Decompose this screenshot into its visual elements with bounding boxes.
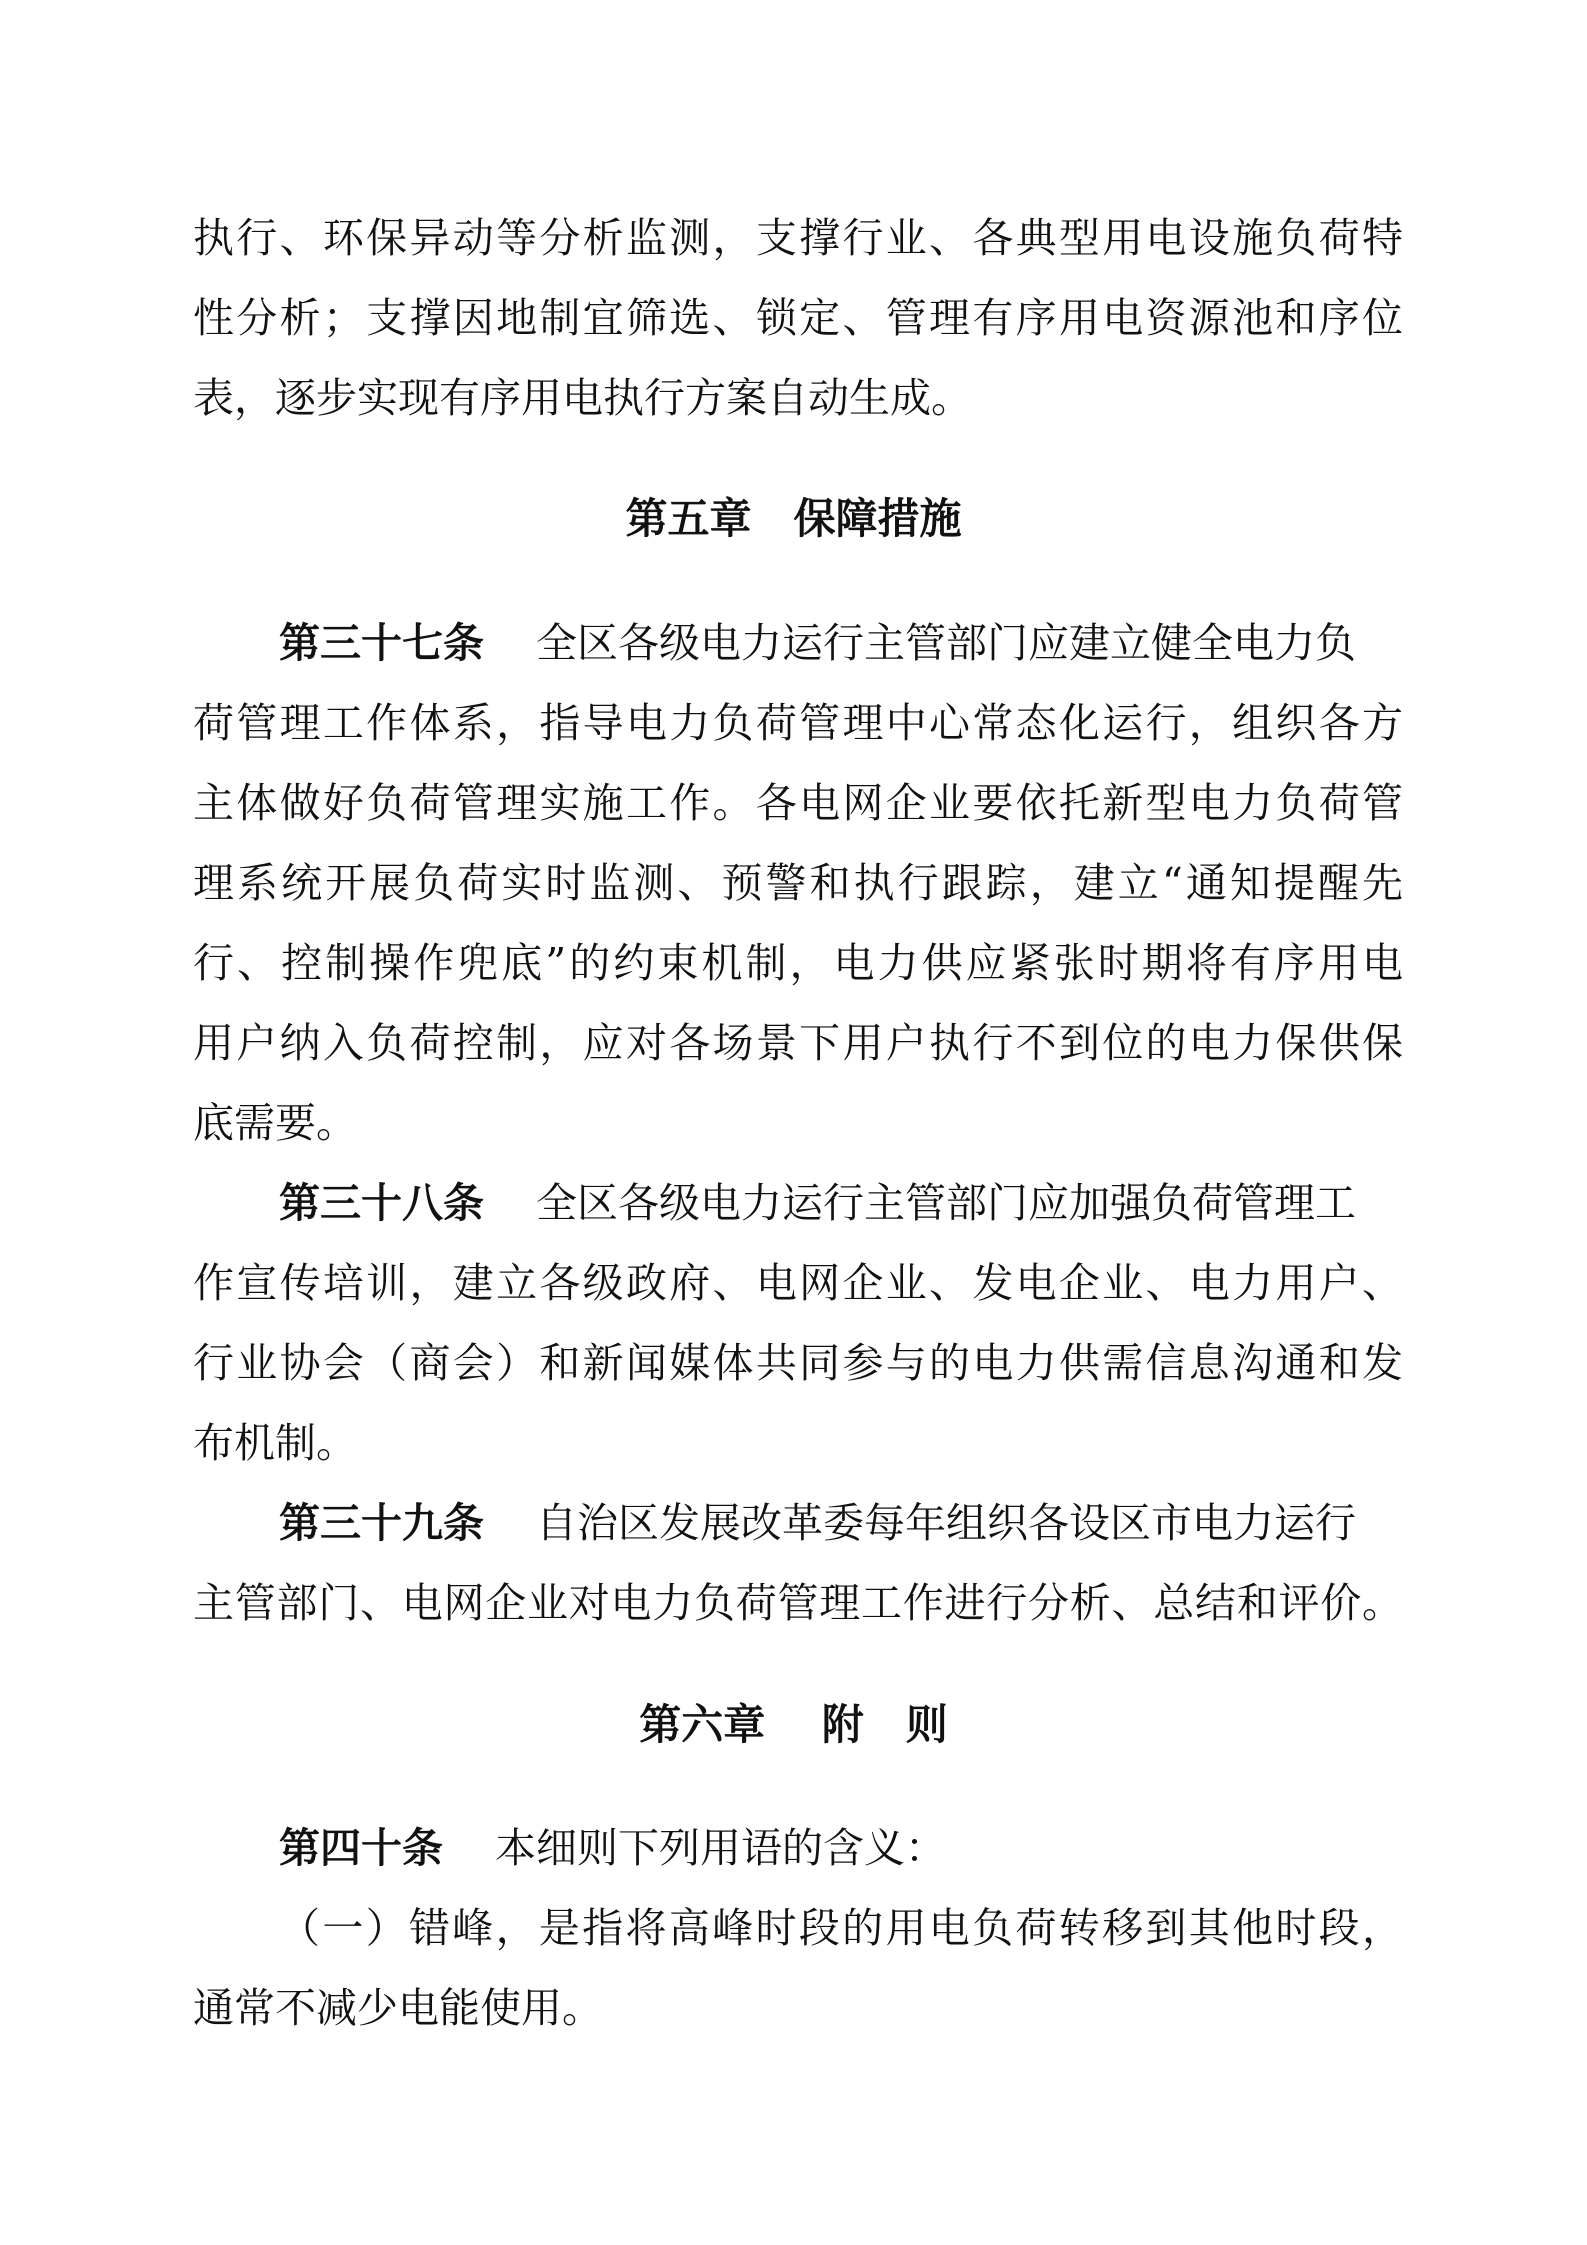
article-label: 第四十条 [279,1824,443,1872]
paragraph-line: 行业协会（商会）和新闻媒体共同参与的电力供需信息沟通和发 [193,1339,1403,1387]
paragraph-line: 主管部门、电网企业对电力负荷管理工作进行分析、总结和评价。 [193,1579,1403,1627]
paragraph-line: 行、控制操作兜底”的约束机制，电力供应紧张时期将有序用电 [193,939,1403,987]
paragraph-line: 荷管理工作体系，指导电力负荷管理中心常态化运行，组织各方 [193,699,1403,747]
article-label: 第三十七条 [279,619,484,667]
article-first-line [279,603,1403,683]
paragraph-line: 执行、环保异动等分析监测，支撑行业、各典型用电设施负荷特 [193,214,1403,262]
paragraph-line: 通常不减少电能使用。 [193,1984,603,2032]
paragraph-line: 主体做好负荷管理实施工作。各电网企业要依托新型电力负荷管 [193,779,1403,827]
list-item-first-line: （一）错峰，是指将高峰时段的用电负荷转移到其他时段， [279,1904,1403,1952]
article-text: 本细则下列用语的含义： [495,1824,946,1872]
article-text: 自治区发展改革委每年组织各设区市电力运行 [536,1499,1356,1547]
article-first-line [279,1483,1403,1563]
paragraph-line: 布机制。 [193,1419,357,1467]
article-label: 第三十九条 [279,1499,484,1547]
paragraph-line: 理系统开展负荷实时监测、预警和执行跟踪，建立“通知提醒先 [193,859,1403,907]
article-text: 全区各级电力运行主管部门应建立健全电力负 [536,619,1356,667]
paragraph-line: 性分析；支撑因地制宜筛选、锁定、管理有序用电资源池和序位 [193,294,1403,342]
article-first-line [279,1163,1403,1243]
chapter-heading: 第五章 保障措施 [625,494,962,543]
article-text: 全区各级电力运行主管部门应加强负荷管理工 [536,1179,1356,1227]
article-first-line [279,1808,1403,1888]
article-label: 第三十八条 [279,1179,484,1227]
paragraph-line: 作宣传培训，建立各级政府、电网企业、发电企业、电力用户、 [193,1259,1403,1307]
paragraph-line: 用户纳入负荷控制，应对各场景下用户执行不到位的电力保供保 [193,1019,1403,1067]
chapter-heading: 第六章 附 则 [639,1700,948,1749]
paragraph-line: 表，逐步实现有序用电执行方案自动生成。 [193,374,972,422]
paragraph-line: 底需要。 [193,1099,357,1147]
